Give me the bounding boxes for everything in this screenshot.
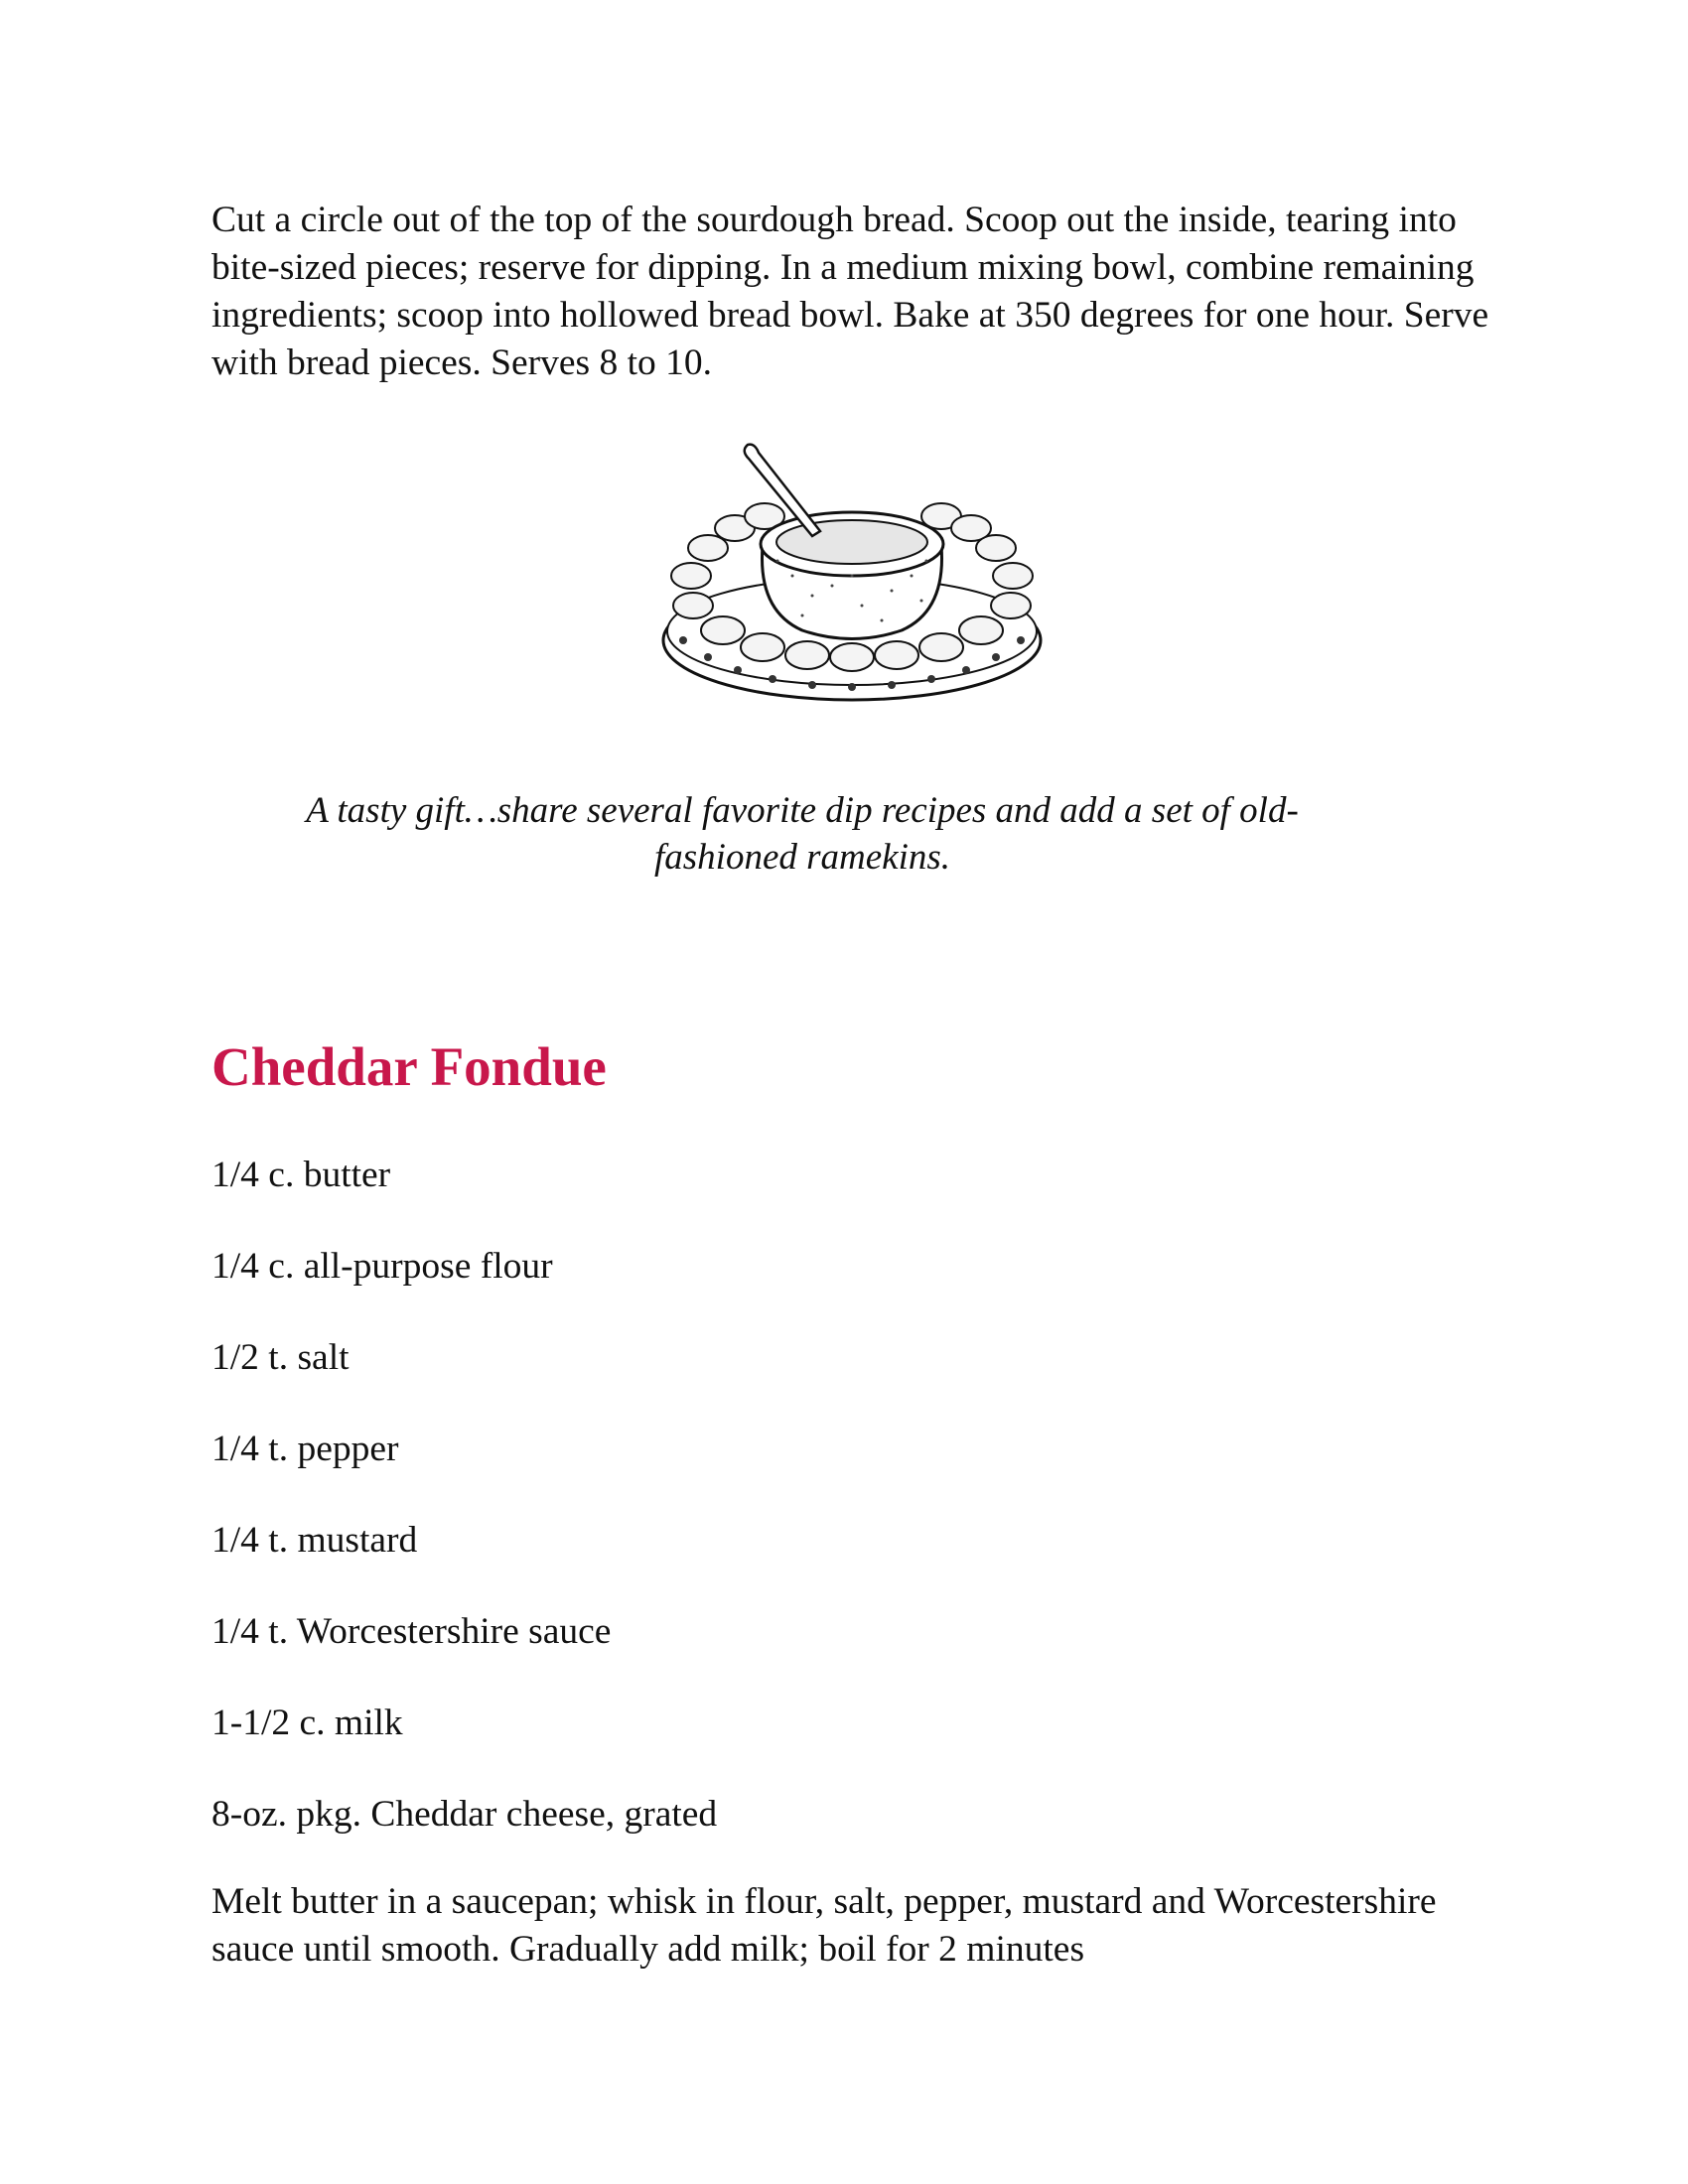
ingredient-item: 1/4 c. butter — [211, 1155, 391, 1195]
ingredient-item: 1/4 t. pepper — [211, 1429, 399, 1469]
recipe-title: Cheddar Fondue — [211, 1036, 607, 1097]
ingredient-item: 1/2 t. salt — [211, 1337, 350, 1378]
ingredient-item: 1-1/2 c. milk — [211, 1703, 403, 1743]
ingredient-item: 1/4 t. Worcestershire sauce — [211, 1611, 612, 1652]
bread-bowl-illustration — [653, 437, 1051, 715]
ingredient-list — [211, 1152, 717, 1882]
ingredient-item: 1/4 c. all-purpose flour — [211, 1246, 553, 1287]
method-paragraph: Melt butter in a saucepan; whisk in flour, salt, pepper, mustard and Worcestershire sauce until smooth. Gradually add milk; boil for 2 minutes — [211, 1881, 1437, 1970]
intro-paragraph: Cut a circle out of the top of the sourdough bread. Scoop out the inside, tearing into bite-sized pieces; reserve for dipping. In a medium mixing bowl, combine remaining ingredients; scoop into hollowed bread bowl. Bake at 350 degrees for one hour. Serve with bread pieces. Serves 8 to 10. — [211, 200, 1489, 383]
ingredient-item: 1/4 t. mustard — [211, 1520, 418, 1561]
gift-tip: A tasty gift…share several favorite dip recipes and add a set of old-fashioned ramekins. — [306, 790, 1299, 878]
ingredient-item: 8-oz. pkg. Cheddar cheese, grated — [211, 1794, 718, 1835]
